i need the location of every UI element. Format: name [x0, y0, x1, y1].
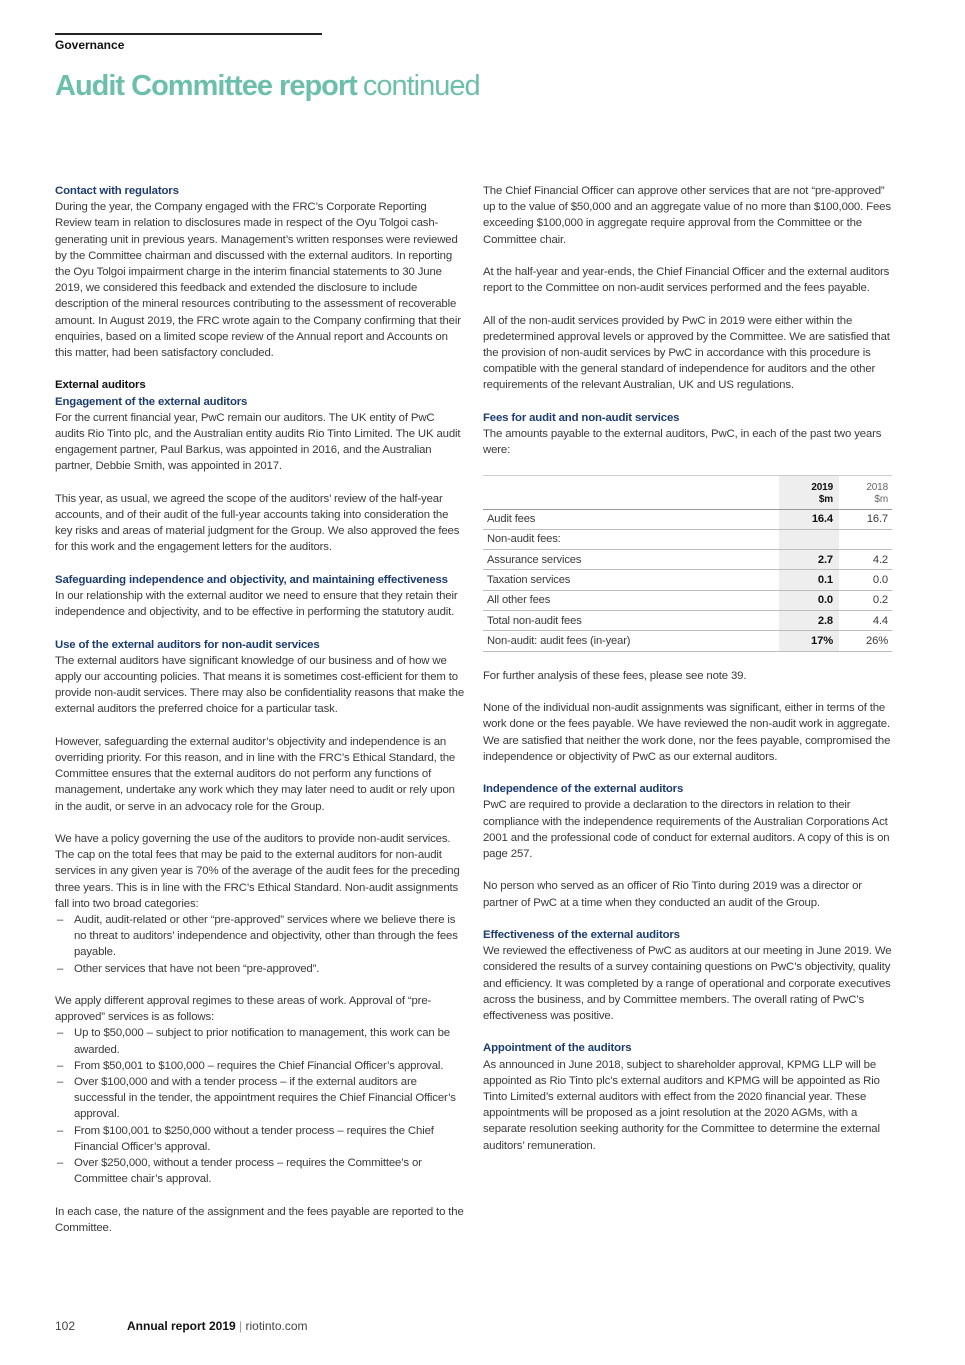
- value-2018: 0.2: [839, 590, 892, 610]
- list-item: – From $50,001 to $100,000 – requires the Chief Financial Officer’s approval.: [55, 1058, 465, 1074]
- table-row: [483, 570, 892, 590]
- value-2018: 26%: [839, 631, 892, 651]
- value-2019: 2.8: [779, 611, 839, 631]
- page-title: [55, 70, 480, 103]
- value-2018: 4.4: [839, 611, 892, 631]
- row-label: Total non-audit fees: [483, 611, 779, 631]
- section-heading: Engagement of the external auditors: [55, 395, 248, 408]
- list-item: – Up to $50,000 – subject to prior notification to management, this work can be awarded.: [55, 1025, 465, 1057]
- value-2019: [779, 529, 839, 549]
- paragraph: At the half-year and year-ends, the Chief Financial Officer and the external auditors report to the Committee on non-audit services performed and the fees payable.: [483, 266, 890, 295]
- dash-list: [55, 1025, 465, 1187]
- paragraph: We have a policy governing the use of the auditors to provide non-audit services. The cap on the total fees that may be paid to the external auditors for non-audit services in any given year is 70% of the average of the audit fees for the preceding three years. This is in line with the FRC’s Ethical Standard. Non-audit assignments fall into two broad categories:: [55, 833, 460, 910]
- section-heading: Contact with regulators: [55, 185, 179, 197]
- table-row: [483, 550, 892, 570]
- section-heading: Effectiveness of the external auditors: [483, 929, 680, 942]
- value-2019: 2.7: [779, 550, 839, 570]
- value-2019: 0.0: [779, 590, 839, 610]
- paragraph: The amounts payable to the external auditors, PwC, in each of the past two years were:: [483, 428, 882, 457]
- left-column: [55, 183, 465, 1252]
- paragraph: We reviewed the effectiveness of PwC as auditors at our meeting in June 2019. We considered the results of a survey containing questions on PwC’s objectivity, quality and efficiency. It was completed by a range of operational and corporate executives across the business, and by Committee members. The overall rating of PwC’s effectiveness was positive.: [483, 945, 892, 1023]
- table-row: [483, 509, 892, 529]
- year-2018: 2018: [866, 481, 888, 493]
- row-label: Non-audit fees:: [483, 529, 779, 549]
- section-heading: Independence of the external auditors: [483, 783, 684, 796]
- title-main: Audit Committee report: [55, 70, 357, 102]
- title-continued: continued: [362, 70, 480, 102]
- row-label: Taxation services: [483, 570, 779, 590]
- fees-table: [483, 475, 892, 652]
- paragraph: The Chief Financial Officer can approve other services that are not “pre-approved” up to the value of $50,000 and an aggregate value of no more than $100,000. Fees exceeding $100,000 in aggregate require approval from the Committee or the Committee chair.: [483, 185, 891, 246]
- report-name: Annual report 2019: [127, 1319, 236, 1333]
- right-column: [483, 183, 893, 1170]
- list-item: – From $100,001 to $250,000 without a tender process – requires the Chief Financial Officer’s approval.: [55, 1123, 465, 1155]
- section-heading: Safeguarding independence and objectivity, and maintaining effectiveness: [55, 573, 448, 586]
- paragraph: As announced in June 2018, subject to shareholder approval, KPMG LLP will be appointed as Rio Tinto plc’s external auditors and KPMG will be appointed as Rio Tinto Limited’s external auditors with effect from the 2020 financial year. These appointments will be proposed as a joint resolution at the 2020 AGMs, with a separate resolution seeking authority for the Committee to determine the external auditors’ remuneration.: [483, 1058, 880, 1152]
- website-link[interactable]: riotinto.com: [245, 1319, 308, 1333]
- table-row: [483, 631, 892, 651]
- row-label: All other fees: [483, 590, 779, 610]
- year-2019: 2019: [811, 481, 833, 493]
- paragraph: No person who served as an officer of Rio Tinto during 2019 was a director or partner of PwC at a time when they conducted an audit of the Group.: [483, 880, 862, 909]
- table-row: [483, 529, 892, 549]
- list-item: – Over $100,000 and with a tender process – if the external auditors are successful in the tender, the appointment requires the Chief Financial Officer’s approval.: [55, 1074, 465, 1123]
- table-row: [483, 611, 892, 631]
- value-2018: 0.0: [839, 570, 892, 590]
- row-label: Assurance services: [483, 550, 779, 570]
- row-label: Audit fees: [483, 509, 779, 529]
- paragraph: None of the individual non-audit assignments was significant, either in terms of the work done or the fees payable. We have reviewed the non-audit work in aggregate. We are satisfied that neither the work done, nor the fees payable, compromised the independence or objectivity of PwC as our external auditors.: [483, 702, 891, 763]
- value-2018: [839, 529, 892, 549]
- paragraph: The external auditors have significant knowledge of our business and of how we apply our accounting policies. That means it is sometimes cost-efficient for them to provide non-audit services. There may also be confidentiality reasons that make the external auditors the preferred choice for a particular task.: [55, 654, 465, 716]
- page-number: 102: [55, 1319, 76, 1333]
- paragraph: All of the non-audit services provided by PwC in 2019 were either within the predetermined approval levels or approved by the Committee. We are satisfied that the provision of non-audit services by PwC in accordance with this procedure is compatible with the general standard of independence for auditors and the other requirements of the relevant Australian, UK and US regulations.: [483, 314, 890, 392]
- value-2019: 0.1: [779, 570, 839, 590]
- list-item: – Audit, audit-related or other “pre-approved” services where we believe there is no threat to auditors’ independence and objectivity, other than through the fees payable.: [55, 912, 465, 961]
- section-heading: Appointment of the auditors: [483, 1042, 632, 1055]
- paragraph: In each case, the nature of the assignment and the fees payable are reported to the Committee.: [55, 1205, 464, 1234]
- paragraph: However, safeguarding the external auditor’s objectivity and independence is an overriding priority. For this reason, and in line with the FRC’s Ethical Standard, the Committee ensures that the external auditors do not perform any functions of management, undertake any work which they may later need to audit or rely upon in the audit, or serve in an advocacy role for the Group.: [55, 735, 456, 813]
- row-label: Non-audit: audit fees (in-year): [483, 631, 779, 651]
- value-2019: 16.4: [779, 509, 839, 529]
- value-2018: 16.7: [839, 509, 892, 529]
- paragraph: PwC are required to provide a declaration to the directors in relation to their compliance with the independence requirements of the Australian Corporations Act 2001 and the professional code of conduct for external auditors. A copy of this is on page 257.: [483, 799, 890, 861]
- dash-list: [55, 912, 465, 977]
- table-row: [483, 590, 892, 610]
- header-label-cell: [483, 475, 779, 509]
- paragraph: During the year, the Company engaged with the FRC’s Corporate Reporting Review team in relation to disclosures made in respect of the Oyu Tolgoi cash-generating unit in previous years. Management’s written responses were reviewed by the Committee chairman and discussed with the external auditors. In reporting the Oyu Tolgoi impairment charge in the interim financial statements to 30 June 2019, we considered this feedback and extended the disclosure to include description of the mineral resources contributing to the assessment of recoverable amount. In August 2019, the FRC wrote again to the Company confirming that their enquiries, based on a limited scope review of the Annual report and Accounts on this matter, had been satisfactory concluded.: [55, 201, 461, 360]
- list-item: – Over $250,000, without a tender process – requires the Committee’s or Committee chair’s approval.: [55, 1155, 465, 1187]
- value-2019: 17%: [779, 631, 839, 651]
- list-item: – Other services that have not been “pre-approved”.: [55, 961, 465, 977]
- unit-2019: $m: [818, 493, 833, 505]
- value-2018: 4.2: [839, 550, 892, 570]
- header-2018: [839, 475, 892, 509]
- paragraph: For further analysis of these fees, please see note 39.: [483, 669, 747, 682]
- footer-separator: |: [235, 1319, 246, 1333]
- section-heading: Use of the external auditors for non-audit services: [55, 638, 320, 651]
- section-heading: External auditors: [55, 379, 146, 392]
- section-label: Governance: [55, 38, 125, 52]
- paragraph: In our relationship with the external auditor we need to ensure that they retain their independence and objectivity, and to be effective in performing the statutory audit.: [55, 590, 458, 619]
- header-2019: [779, 475, 839, 509]
- section-heading: Fees for audit and non-audit services: [483, 411, 680, 424]
- paragraph: For the current financial year, PwC remain our auditors. The UK entity of PwC audits Rio Tinto plc, and the Australian entity audits Rio Tinto Limited. The UK audit engagement partner, Paul Barkus, was appointed in 2016, and the Australian partner, Debbie Smith, was appointed in 2017.: [55, 411, 461, 473]
- paragraph: This year, as usual, we agreed the scope of the auditors’ review of the half-year accounts, and of their audit of the full-year accounts taking into consideration the key risks and areas of material judgment for the Group. We also approved the fees for this work and the engagement letters for the auditors.: [55, 492, 460, 554]
- unit-2018: $m: [874, 493, 888, 505]
- paragraph: We apply different approval regimes to these areas of work. Approval of “pre-approved” services is as follows:: [55, 995, 432, 1024]
- footer: [55, 1319, 308, 1333]
- header-rule: [55, 33, 322, 35]
- table-header-row: [483, 475, 892, 509]
